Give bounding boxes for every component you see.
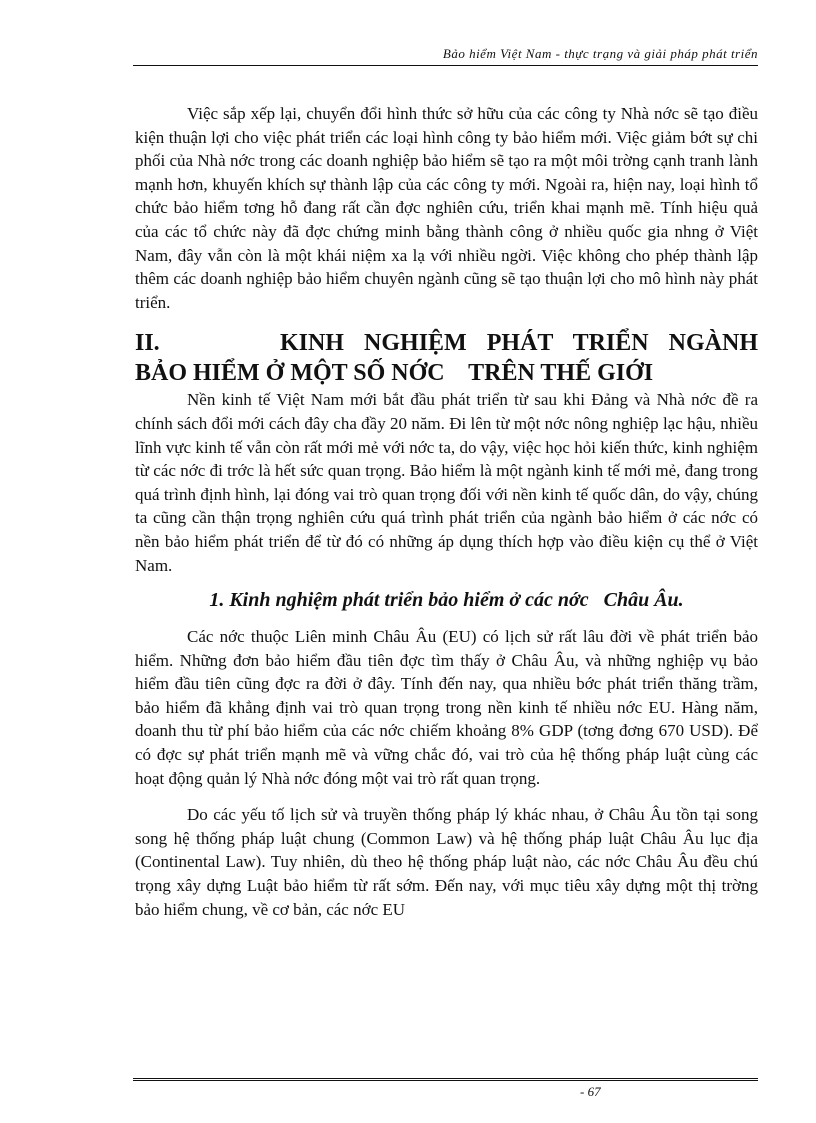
paragraph-spacer — [135, 790, 758, 803]
page-number: - 67 — [580, 1084, 601, 1099]
paragraph-eu-history: Các nớc thuộc Liên minh Châu Âu (EU) có lịch sử rất lâu đời về phát triển bảo hiểm. Những đơn bảo hiểm đầu tiên đợc tìm thấy ở Châu Âu, và những nghiệp vụ bảo hiểm đầu tiên cũng đợc ra đời ở đây. Tính đến nay, qua nhiều bớc phát triển thăng trầm, bảo hiểm đã khẳng định vai trò quan trọng trong nền kinh tế nhiều nớc EU. Hàng năm, doanh thu từ phí bảo hiểm của các nớc chiếm khoảng 8% GDP (tơng đơng 670 USD). Để có đợc sự phát triển mạnh mẽ và vững chắc đó, vai trò của hệ thống pháp luật cùng các hoạt động quản lý Nhà nớc đóng một vai trò rất quan trọng. — [135, 627, 758, 788]
paragraph-eu-law: Do các yếu tố lịch sử và truyền thống pháp lý khác nhau, ở Châu Âu tồn tại song song hệ thống pháp luật chung (Common Law) và hệ thống pháp luật Châu Âu lục địa (Continental Law). Tuy nhiên, dù theo hệ thống pháp luật nào, các nớc Châu Âu đều chú trọng xây dựng Luật bảo hiểm từ rất sớm. Đến nay, với mục tiêu xây dựng một thị trờng bảo hiểm chung, về cơ bản, các nớc EU — [135, 805, 758, 919]
header-rule — [133, 65, 758, 66]
subsection-heading: 1. Kinh nghiệm phát triển bảo hiểm ở các nớc Châu Âu. — [209, 589, 684, 612]
paragraph-ownership: Việc sắp xếp lại, chuyển đổi hình thức sở hữu của các công ty Nhà nớc sẽ tạo điều kiện thuận lợi cho việc phát triển các loại hình công ty bảo hiểm mới. Việc giảm bớt sự chi phối của Nhà nớc trong các doanh nghiệp bảo hiểm sẽ tạo ra một môi trờng cạnh tranh lành mạnh hơn, khuyến khích sự thành lập của các công ty mới. Ngoài ra, hiện nay, loại hình tổ chức bảo hiểm tơng hỗ đang rất cần đợc nghiên cứu, triển khai mạnh mẽ. Tính hiệu quả của các tổ chức này đã đợc chứng minh bằng thành công ở nhiều quốc gia nhng ở Việt Nam, đây vẫn còn là một khái niệm xa lạ với nhiều ngời. Việc không cho phép thành lập thêm các doanh nghiệp bảo hiểm chuyên ngành cũng sẽ tạo thuận lợi cho mô hình này phát triển. — [135, 104, 758, 312]
section-heading-line2: BẢO HIỂM Ở MỘT SỐ NỚC TRÊN THẾ GIỚI — [135, 360, 654, 387]
paragraph-vietnam-economy: Nền kinh tế Việt Nam mới bắt đầu phát triển từ sau khi Đảng và Nhà nớc đề ra chính sách đổi mới cách đây cha đầy 20 năm. Đi lên từ một nớc nông nghiệp lạc hậu, nhiều lĩnh vực kinh tế vẫn còn rất mới mẻ với nớc ta, do vậy, việc học hỏi kiến thức, kinh nghiệm từ các nớc đi trớc là hết sức quan trọng. Bảo hiểm là một ngành kinh tế mới mẻ, đang trong quá trình định hình, lại đóng vai trò quan trọng đối với nền kinh tế quốc dân, do vậy, chúng ta cũng cần thận trọng nghiên cứu quá trình phát triển của ngành bảo hiểm ở các nớc có nền bảo hiểm phát triển để từ đó có những áp dụng thích hợp vào điều kiện cụ thể ở Việt Nam. — [135, 390, 758, 575]
section-heading-line1: II. KINH NGHIỆM PHÁT TRIỂN NGÀNH — [135, 330, 758, 357]
page-body — [135, 102, 758, 921]
footer-rule — [133, 1078, 758, 1081]
running-header: Bảo hiểm Việt Nam - thực trạng và giải pháp phát triển — [442, 46, 758, 61]
